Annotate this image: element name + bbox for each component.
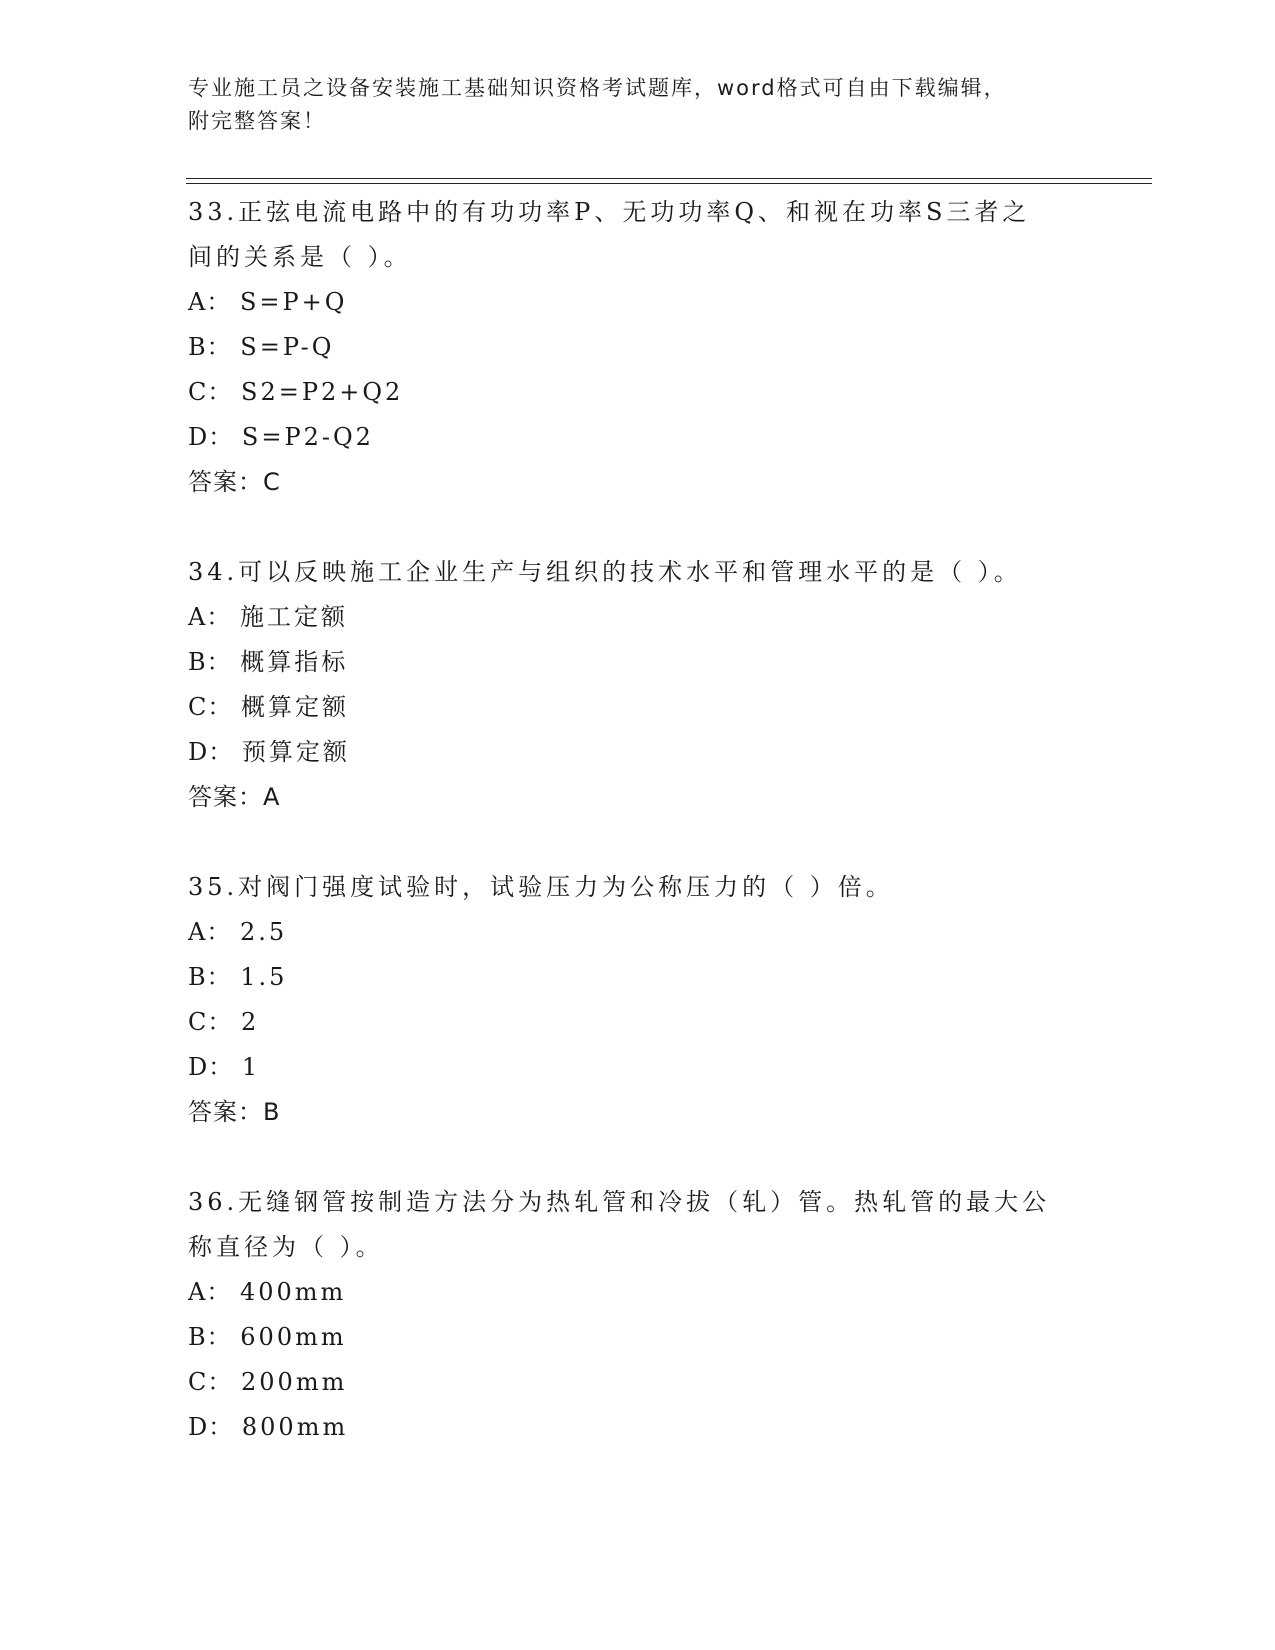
option-key: A： (188, 603, 232, 631)
question-text-line: 33.正弦电流电路中的有功功率P、无功功率Q、和视在功率S三者之 (188, 198, 1031, 226)
option-c (188, 685, 1088, 730)
option-b (188, 1315, 1088, 1360)
document-header (188, 72, 1088, 138)
option-text: S=P+Q (239, 288, 348, 316)
option-key: C： (188, 1008, 233, 1036)
option-text: 400mm (239, 1278, 347, 1306)
option-a (188, 1270, 1088, 1315)
option-key: B： (188, 1323, 232, 1351)
option-key: C： (188, 693, 233, 721)
option-d (188, 730, 1088, 775)
option-b (188, 955, 1088, 1000)
option-text: 概算指标 (240, 648, 349, 676)
option-key: C： (188, 378, 233, 406)
answer-line: 答案：B (188, 1098, 281, 1126)
spacer (188, 505, 1088, 550)
header-line-2: 附完整答案！ (188, 109, 326, 133)
option-c (188, 1360, 1088, 1405)
option-text: 预算定额 (241, 738, 350, 766)
header-line-1: 专业施工员之设备安装施工基础知识资格考试题库，word格式可自由下载编辑， (188, 76, 1007, 100)
option-c (188, 370, 1088, 415)
option-key: D： (188, 738, 234, 766)
option-text: 施工定额 (239, 603, 348, 631)
header-divider-bottom (186, 183, 1152, 184)
option-key: B： (188, 648, 232, 676)
option-a (188, 595, 1088, 640)
question-text-line: 称直径为（ ）。 (188, 1233, 384, 1261)
question-text-line: 34.可以反映施工企业生产与组织的技术水平和管理水平的是（ ）。 (188, 558, 1022, 586)
option-text: 600mm (240, 1323, 347, 1351)
answer-line: 答案：A (188, 783, 281, 811)
option-key: D： (188, 423, 234, 451)
option-key: D： (188, 1053, 234, 1081)
option-c (188, 1000, 1088, 1045)
option-b (188, 325, 1088, 370)
question-33 (188, 190, 1088, 505)
question-list (188, 190, 1088, 1450)
option-key: C： (188, 1368, 233, 1396)
header-divider-top (186, 178, 1152, 179)
option-key: A： (188, 1278, 232, 1306)
question-35 (188, 865, 1088, 1135)
option-d (188, 1045, 1088, 1090)
option-text: 1.5 (240, 963, 288, 991)
option-text: 800mm (241, 1413, 349, 1441)
option-b (188, 640, 1088, 685)
option-text: S2=P2+Q2 (241, 378, 404, 406)
option-d (188, 415, 1088, 460)
question-34 (188, 550, 1088, 820)
spacer (188, 820, 1088, 865)
option-key: D： (188, 1413, 234, 1441)
option-text: 概算定额 (241, 693, 350, 721)
option-text: 1 (241, 1053, 261, 1081)
answer-line: 答案：C (188, 468, 281, 496)
option-d (188, 1405, 1088, 1450)
option-text: 2.5 (239, 918, 288, 946)
option-key: A： (188, 288, 232, 316)
option-a (188, 280, 1088, 325)
option-key: B： (188, 333, 232, 361)
question-text-line: 36.无缝钢管按制造方法分为热轧管和冷拔（轧）管。热轧管的最大公 (188, 1188, 1051, 1216)
spacer (188, 1135, 1088, 1180)
option-key: B： (188, 963, 232, 991)
question-text-line: 35.对阀门强度试验时，试验压力为公称压力的（ ）倍。 (188, 873, 894, 901)
question-text-line: 间的关系是（ ）。 (188, 243, 412, 271)
option-text: S=P2-Q2 (241, 423, 374, 451)
option-text: 200mm (241, 1368, 348, 1396)
option-text: 2 (241, 1008, 260, 1036)
option-text: S=P-Q (240, 333, 335, 361)
option-a (188, 910, 1088, 955)
question-36 (188, 1180, 1088, 1450)
option-key: A： (188, 918, 232, 946)
